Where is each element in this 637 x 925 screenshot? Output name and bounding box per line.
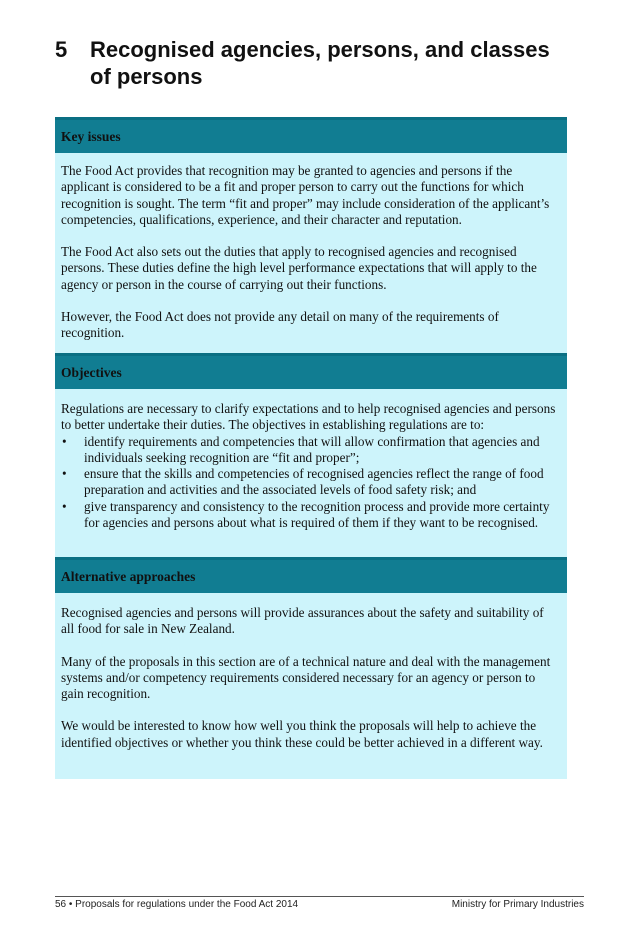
objectives-intro: Regulations are necessary to clarify expectations and to help recognised agencies and persons to better undertake their duties. The objectives in establishing regulations are to: xyxy=(61,401,556,433)
key-issues-header: Key issues xyxy=(55,117,567,153)
key-issues-paragraph: The Food Act provides that recognition may be granted to agencies and persons if the applicant is considered to be a fit and proper person to carry out the functions for which recognition is sought. The term “fit and proper” may include consideration of the applicant’s competencies, qualifications, experience, and their character and reputation. xyxy=(61,163,550,227)
key-issues-box xyxy=(55,117,567,354)
list-item-text: identify requirements and competencies that will allow confirmation that agencies and individuals seeking recognition are “fit and proper”; xyxy=(84,433,540,465)
footer-divider xyxy=(55,896,584,897)
key-issues-paragraph: The Food Act also sets out the duties that apply to recognised agencies and recognised persons. These duties define the high level performance expectations that will apply to the agency or person in the course of carrying out their functions. xyxy=(61,244,537,292)
list-item xyxy=(61,499,557,532)
list-item xyxy=(61,466,557,499)
alternative-approaches-paragraph: We would be interested to know how well you think the proposals will help to achieve the identified objectives or whether you think these could be better achieved in a different way. xyxy=(61,718,543,750)
chapter-title: Recognised agencies, persons, and classes of persons xyxy=(90,37,550,89)
objectives-body xyxy=(55,389,567,561)
alternative-approaches-header: Alternative approaches xyxy=(55,557,567,593)
list-item-text: give transparency and consistency to the recognition process and provide more certainty for agencies and persons about what is required of them if they want to be recognised. xyxy=(84,498,550,531)
key-issues-paragraph: However, the Food Act does not provide any detail on many of the requirements of recognition. xyxy=(61,309,499,341)
footer-page-info: 56 • Proposals for regulations under the Food Act 2014 xyxy=(55,899,299,910)
list-item-text: ensure that the skills and competencies of recognised agencies reflect the range of food preparation and activities and the associated levels of food safety risk; and xyxy=(84,466,544,498)
bullet-icon: • xyxy=(62,498,67,514)
key-issues-body xyxy=(55,153,567,354)
alternative-approaches-box xyxy=(55,557,567,779)
objectives-list xyxy=(61,434,557,532)
footer-publisher: Ministry for Primary Industries xyxy=(451,899,584,910)
chapter-number: 5 xyxy=(55,37,68,62)
bullet-icon: • xyxy=(62,433,67,449)
alternative-approaches-body xyxy=(55,593,567,779)
list-item xyxy=(61,434,557,467)
alternative-approaches-paragraph: Many of the proposals in this section are of a technical nature and deal with the management systems and/or competency requirements considered necessary for an agency or person to gain recognition. xyxy=(61,653,551,702)
objectives-box xyxy=(55,353,567,561)
bullet-icon: • xyxy=(62,466,67,482)
objectives-header: Objectives xyxy=(55,353,567,389)
alternative-approaches-paragraph: Recognised agencies and persons will provide assurances about the safety and suitability of all food for sale in New Zealand. xyxy=(61,605,544,637)
